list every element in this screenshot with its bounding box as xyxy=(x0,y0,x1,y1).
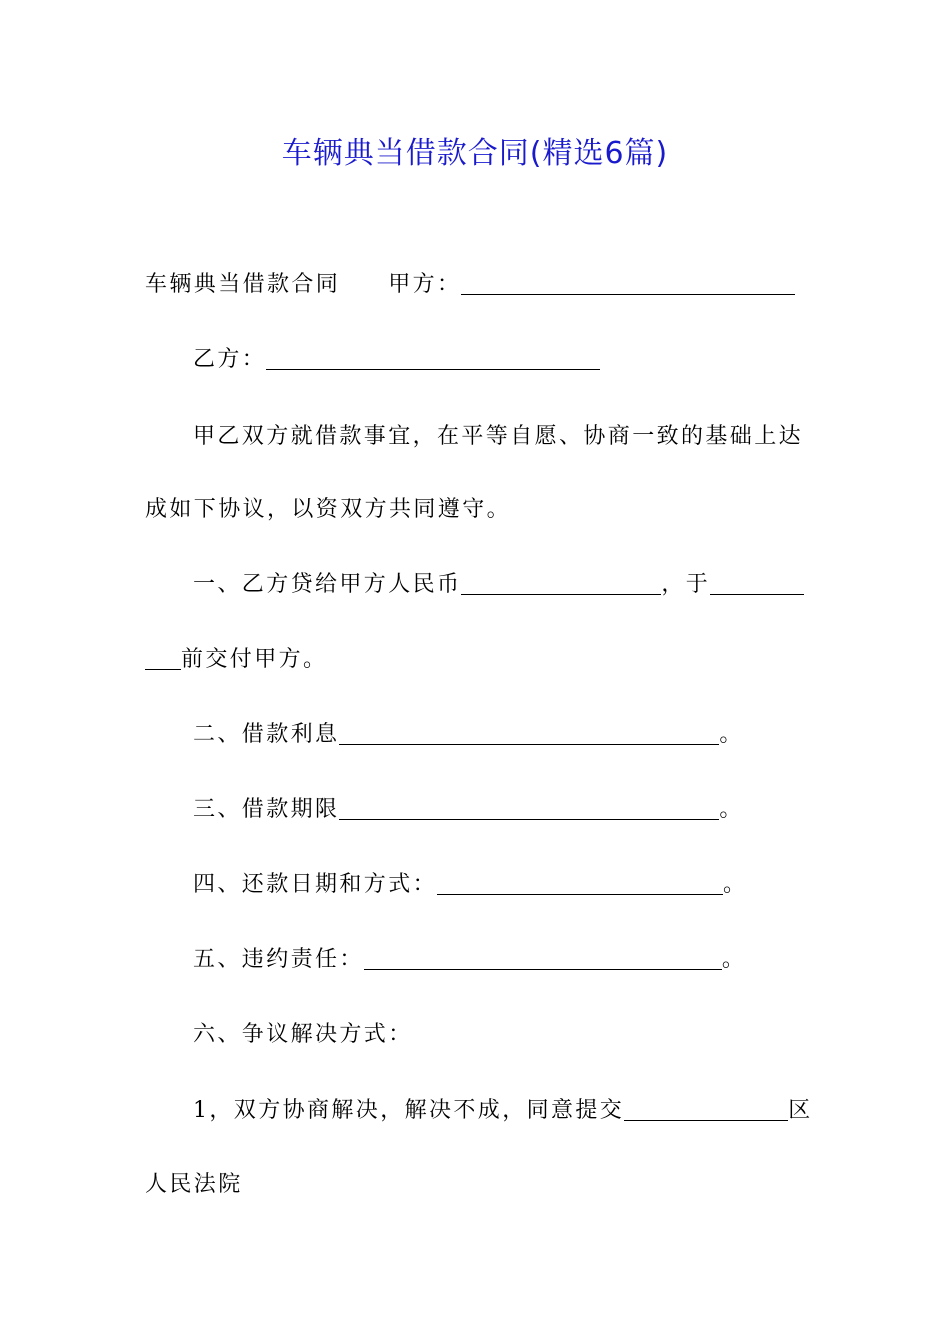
court-district-blank xyxy=(624,1096,788,1121)
clause-4-label: 四、还款日期和方式： xyxy=(193,872,438,897)
clause-1-tail: 前交付甲方。 xyxy=(181,647,328,672)
party-a-blank xyxy=(461,270,795,295)
clause-1-text: 一、乙方贷给甲方人民币 xyxy=(193,572,462,597)
clause-5-line xyxy=(193,943,746,977)
clause-4-line xyxy=(193,868,747,902)
clause-6-1-text: 1，双方协商解决，解决不成，同意提交 xyxy=(193,1098,625,1123)
delivery-date-blank xyxy=(710,570,804,595)
clause-2-end: 。 xyxy=(719,722,744,747)
clause-1-date-label: ，于 xyxy=(661,572,711,597)
term-blank xyxy=(339,795,719,820)
clause-6-1-line-1 xyxy=(193,1094,813,1128)
clause-2-line xyxy=(193,718,744,752)
clause-6-1-tail: 人民法院 xyxy=(145,1172,243,1197)
clause-6-1-district: 区 xyxy=(788,1098,813,1123)
intro-line-2 xyxy=(145,493,511,527)
clause-6-line xyxy=(193,1018,413,1052)
party-a-label: 甲方： xyxy=(388,272,462,297)
clause-5-end: 。 xyxy=(721,947,747,972)
document-title xyxy=(0,132,950,176)
party-b-line xyxy=(193,343,600,377)
clause-6-1-line-2 xyxy=(145,1168,243,1202)
party-b-blank xyxy=(266,345,600,370)
delivery-date-blank-cont xyxy=(145,645,181,670)
clause-3-line xyxy=(193,793,744,827)
repayment-blank xyxy=(437,870,723,895)
clause-1-line-2 xyxy=(145,643,327,677)
document-title-text: 车辆典当借款合同(精选6篇) xyxy=(281,136,669,171)
intro-text-1: 甲乙双方就借款事宜，在平等自愿、协商一致的基础上达 xyxy=(193,424,804,449)
clause-1-line-1 xyxy=(193,568,804,602)
party-a-line xyxy=(145,268,795,302)
clause-3-label: 三、借款期限 xyxy=(193,797,340,822)
interest-blank xyxy=(339,720,719,745)
clause-4-end: 。 xyxy=(723,872,748,897)
intro-text-2: 成如下协议，以资双方共同遵守。 xyxy=(145,497,512,522)
loan-amount-blank xyxy=(461,570,661,595)
clause-5-label: 五、违约责任： xyxy=(193,947,364,972)
party-b-label: 乙方： xyxy=(193,347,267,372)
clause-6-label: 六、争议解决方式： xyxy=(193,1022,413,1047)
clause-2-label: 二、借款利息 xyxy=(193,722,340,747)
clause-3-end: 。 xyxy=(719,797,744,822)
liability-blank xyxy=(364,945,722,970)
contract-name-label: 车辆典当借款合同 xyxy=(145,272,341,297)
intro-line-1 xyxy=(193,420,803,454)
